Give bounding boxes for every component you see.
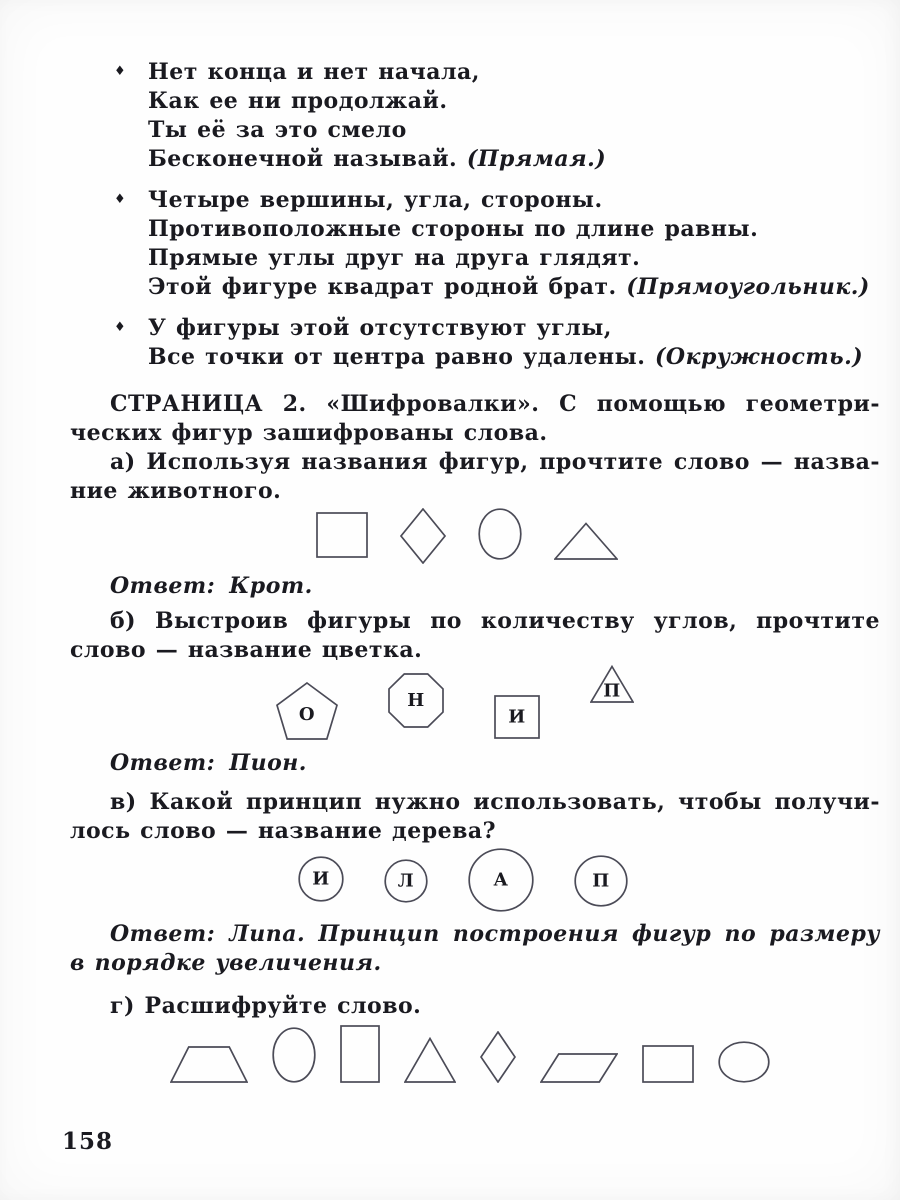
- riddle-line: Прямые углы друг на друга глядят.: [148, 245, 641, 271]
- section-heading-paragraph: [70, 390, 880, 448]
- riddle-line: Нет конца и нет начала,: [148, 59, 480, 85]
- task-v-line: в) Какой принцип нужно использовать, чтобы получи-: [110, 789, 880, 815]
- riddle-answer: (Окружность.): [655, 344, 864, 370]
- riddle-final-line: [148, 343, 880, 372]
- riddle-final-line: [148, 273, 880, 302]
- shape-circle-А: [468, 848, 534, 920]
- answer-v-line: в порядке увеличения.: [70, 950, 382, 976]
- riddle-item-rectangle: [70, 186, 880, 302]
- riddle-list: [70, 58, 880, 372]
- shape-triangle: [554, 522, 618, 568]
- svg-text:П: П: [603, 680, 621, 702]
- svg-text:А: А: [493, 869, 509, 891]
- answer-b: [70, 749, 880, 778]
- riddle-line: Противоположные стороны по длине равны.: [148, 216, 759, 242]
- riddle-final-text: Этой фигуре квадрат родной брат.: [148, 274, 627, 300]
- svg-text:О: О: [298, 703, 316, 725]
- shape-pentagon-О: [276, 682, 338, 748]
- task-g-paragraph: [70, 992, 880, 1021]
- riddle-final-text: Все точки от центра равно удалены.: [148, 344, 656, 370]
- task-g-line: г) Расшифруйте слово.: [110, 993, 422, 1019]
- answer-a: [70, 572, 880, 601]
- shape-triangle-П: [590, 665, 634, 711]
- shape-square: [316, 512, 368, 566]
- shape-parallelogram: [540, 1053, 618, 1091]
- svg-text:И: И: [508, 706, 526, 728]
- diamond-bullet-icon: ♦: [114, 320, 127, 335]
- riddle-answer: (Прямоугольник.): [626, 274, 870, 300]
- task-b-line: слово — название цветка.: [70, 637, 423, 663]
- shapes-row-a: [70, 508, 880, 566]
- task-a-line: ние животного.: [70, 478, 282, 504]
- section-heading-line: ческих фигур зашифрованы слова.: [70, 420, 548, 446]
- riddle-final-line: [148, 145, 880, 174]
- shape-square-И: [494, 695, 540, 747]
- shape-diamond: [480, 1031, 516, 1091]
- shape-oval: [272, 1027, 316, 1091]
- shapes-row-g: [70, 1029, 880, 1091]
- answer-label: Ответ:: [110, 573, 216, 599]
- svg-text:И: И: [312, 868, 330, 890]
- shape-circle-Л: [384, 859, 428, 911]
- shape-diamond: [400, 508, 446, 572]
- task-b-line: б) Выстроив фигуры по количеству углов, прочтите: [110, 608, 880, 634]
- riddle-answer: (Прямая.): [466, 146, 607, 172]
- riddle-item-circle: [70, 314, 880, 372]
- task-v-paragraph: [70, 788, 880, 846]
- answer-v: [70, 920, 880, 978]
- shape-octagon-Н: [388, 673, 444, 736]
- shape-trapezoid: [170, 1046, 248, 1091]
- page-number: 158: [62, 1128, 114, 1155]
- shape-rect: [642, 1045, 694, 1091]
- diamond-bullet-icon: ♦: [114, 64, 127, 79]
- task-b-paragraph: [70, 607, 880, 665]
- shape-circle-П: [574, 855, 628, 915]
- task-a-line: а) Используя названия фигур, прочтите слово — назва-: [110, 449, 880, 475]
- shapes-row-v: [70, 848, 880, 914]
- answer-v-line: [70, 920, 880, 949]
- shape-oval: [718, 1041, 770, 1091]
- riddle-line: Четыре вершины, угла, стороны.: [148, 187, 603, 213]
- answer-text: Крот.: [229, 573, 313, 599]
- section-heading-line: СТРАНИЦА 2. «Шифровалки». С помощью геометри-: [110, 391, 880, 417]
- shape-triangle: [404, 1037, 456, 1091]
- shapes-row-b: [70, 665, 880, 741]
- shape-oval: [478, 508, 522, 568]
- answer-label: Ответ:: [110, 921, 216, 947]
- shape-rect: [340, 1025, 380, 1091]
- answer-label: Ответ:: [110, 750, 216, 776]
- shape-circle-И: [298, 856, 344, 910]
- riddle-line: Как ее ни продолжай.: [148, 88, 448, 114]
- answer-text: Пион.: [229, 750, 307, 776]
- task-a-paragraph: [70, 448, 880, 506]
- svg-text:Н: Н: [407, 690, 425, 711]
- riddle-item-line-figure: [70, 58, 880, 174]
- riddle-line: Ты её за это смело: [148, 117, 407, 143]
- page-content: [70, 58, 880, 1091]
- answer-text: Липа. Принцип построения фигур по размеру: [229, 921, 880, 947]
- diamond-bullet-icon: ♦: [114, 192, 127, 207]
- task-v-line: лось слово — название дерева?: [70, 818, 497, 844]
- svg-text:П: П: [592, 870, 610, 892]
- riddle-final-text: Бесконечной называй.: [148, 146, 467, 172]
- riddle-line: У фигуры этой отсутствуют углы,: [148, 315, 612, 341]
- svg-text:Л: Л: [397, 870, 415, 892]
